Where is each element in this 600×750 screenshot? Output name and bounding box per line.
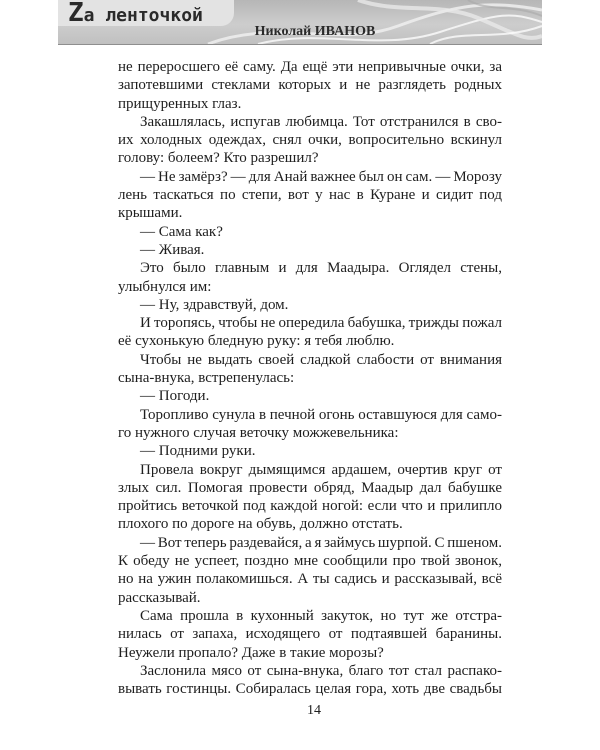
paragraph <box>118 113 502 168</box>
text-line: их холодных одеждах, снял очки, вопросительно вскинул <box>118 132 502 149</box>
paragraph <box>118 351 502 388</box>
running-header <box>58 0 542 45</box>
author-name: Николай ИВАНОВ <box>254 24 376 39</box>
text-line: Провела вокруг дымящимся ардашем, очертив круг от <box>140 461 502 478</box>
text-line: прищуренных глаз. <box>118 95 242 112</box>
text-line: И торопясь, чтобы не опередила бабушка, трижды пожал <box>140 315 503 332</box>
text-line: пройтись веточкой под каждой ногой: если что и прилипло <box>118 498 502 515</box>
text-line: Неужели пропало? Даже в такие морозы? <box>118 644 384 661</box>
text-line: К обеду не успеет, поздно мне сообщили про твой звонок, <box>118 553 502 570</box>
text-line: не переросшего её саму. Да ещё эти непривычные очки, за <box>118 59 502 75</box>
text-line: го нужного случая веточку можжевельника: <box>118 424 399 441</box>
paragraph <box>118 58 502 113</box>
paragraph <box>118 241 502 259</box>
text-line: — Вот теперь раздевайся, а я займусь шурпой. С пшеном. <box>140 534 502 551</box>
text-line: — Ну, здравствуй, дом. <box>140 296 289 313</box>
text-line: — Погоди. <box>140 388 210 405</box>
paragraph <box>118 387 502 405</box>
text-line: голову: болеем? Кто разрешил? <box>118 150 319 167</box>
text-line: вывать гостинцы. Собиралась целая гора, хоть две свадьбы <box>118 681 502 698</box>
paragraph <box>118 461 502 534</box>
text-line: сына-внука, встрепенулась: <box>118 370 295 387</box>
text-line: Чтобы не выдать своей сладкой слабости от внимания <box>140 351 502 368</box>
text-line: нилась от запаха, исходящего от подтаявшей баранины. <box>118 626 502 643</box>
series-title: Zа ленточкой <box>68 0 203 28</box>
text-line: Заслонила мясо от сына-внука, благо тот стал распако- <box>140 662 502 679</box>
paragraph <box>118 442 502 460</box>
text-line: лень таскаться по степи, вот у нас в Куране и сидит под <box>118 187 502 204</box>
text-line: злых сил. Помогая провести обряд, Маадыр дал бабушке <box>118 479 502 496</box>
text-line: — Подними руки. <box>140 443 256 460</box>
text-line: плохого по дороге на обувь, должно отстать. <box>118 516 403 533</box>
paragraph <box>118 168 502 223</box>
text-line: крышами. <box>118 205 183 222</box>
paragraph <box>118 607 502 662</box>
text-line: запотевшими стеклами которых и не разглядеть родных <box>118 77 502 94</box>
text-body <box>118 58 502 698</box>
text-line: но на ужин полакомишься. А ты садись и рассказывай, всё <box>118 571 502 588</box>
series-title-box <box>58 0 234 26</box>
text-line: улыбнулся им: <box>118 278 212 295</box>
text-line: — Живая. <box>140 241 205 258</box>
text-line: — Не замёрз? — для Анай важнее был он сам. — Морозу <box>140 168 502 185</box>
text-line: Сама прошла в кухонный закуток, но тут же отстра- <box>140 607 502 624</box>
text-line: — Сама как? <box>140 223 223 240</box>
paragraph <box>118 662 502 699</box>
paragraph <box>118 223 502 241</box>
paragraph <box>118 259 502 296</box>
paragraph <box>118 296 502 314</box>
paragraph <box>118 314 502 351</box>
page-number: 14 <box>307 703 321 718</box>
text-line: Торопливо сунула в печной огонь оставшуюся для само- <box>140 406 502 423</box>
text-line: рассказывай. <box>118 589 201 606</box>
paragraph <box>118 534 502 607</box>
paragraph <box>118 406 502 443</box>
text-line: Закашлялась, испугав любимца. Тот отстранился в сво- <box>140 113 502 130</box>
text-line: Это было главным и для Маадыра. Оглядел стены, <box>140 260 502 277</box>
text-line: её сухонькую бледную руку: я тебя люблю. <box>118 333 395 350</box>
